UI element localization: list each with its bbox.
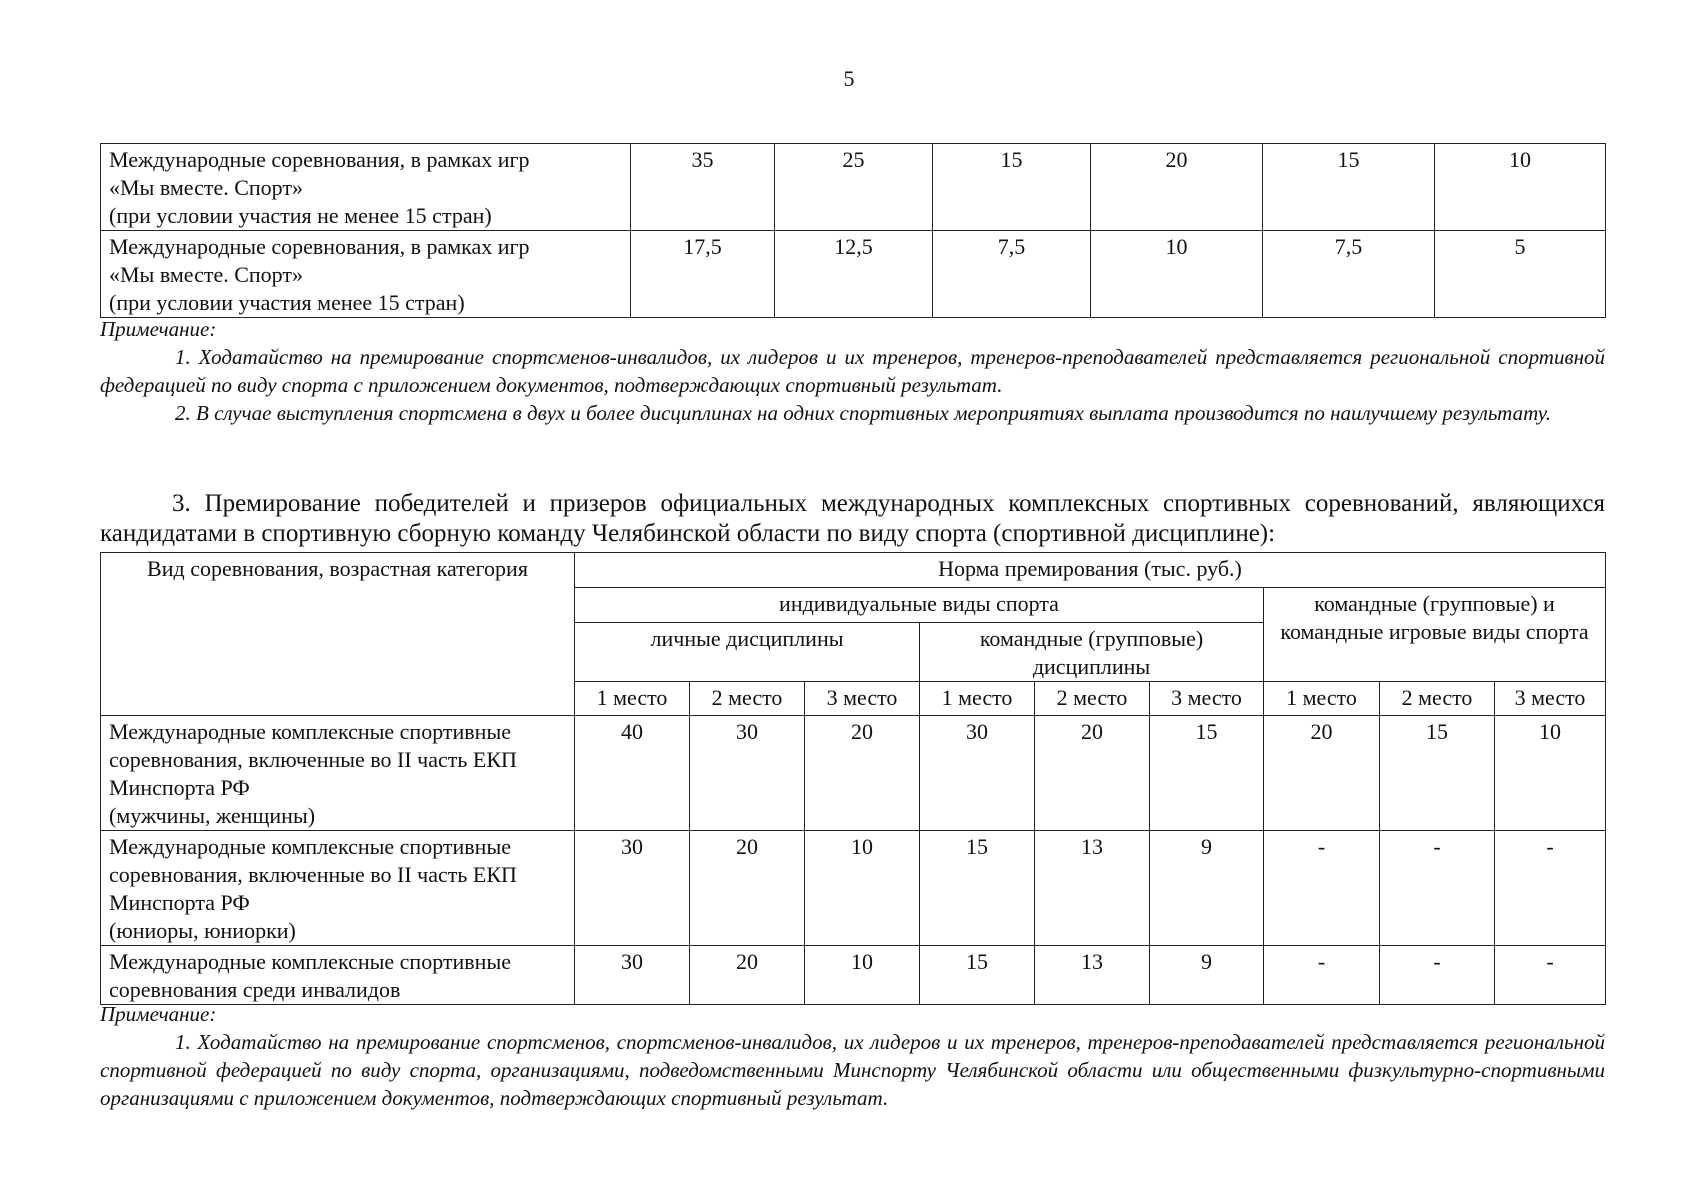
award-value: 30 bbox=[920, 716, 1035, 831]
award-value: 10 bbox=[1495, 716, 1606, 831]
competition-label bbox=[101, 144, 631, 231]
award-value: 12,5 bbox=[775, 231, 933, 318]
award-value: 15 bbox=[920, 946, 1035, 1005]
table-row bbox=[101, 831, 1606, 946]
award-value: 7,5 bbox=[933, 231, 1091, 318]
award-table-complex bbox=[100, 552, 1606, 1005]
award-value: - bbox=[1495, 831, 1606, 946]
award-value: 10 bbox=[805, 946, 920, 1005]
individual-sports-header: индивидуальные виды спорта bbox=[575, 588, 1264, 623]
place-header: 2 место bbox=[1035, 682, 1150, 716]
award-value: 9 bbox=[1150, 946, 1264, 1005]
award-value: 10 bbox=[1091, 231, 1263, 318]
label-line: Международные комплексные спортивные bbox=[109, 834, 512, 859]
award-value: 20 bbox=[1035, 716, 1150, 831]
award-value: - bbox=[1264, 946, 1380, 1005]
competition-label bbox=[101, 831, 575, 946]
award-value: 15 bbox=[1263, 144, 1435, 231]
award-value: 20 bbox=[1264, 716, 1380, 831]
note-title: Примечание: bbox=[100, 317, 217, 341]
table-row bbox=[101, 144, 1606, 231]
award-value: - bbox=[1380, 831, 1495, 946]
label-line: (юниоры, юниорки) bbox=[109, 918, 296, 943]
label-line: (мужчины, женщины) bbox=[109, 803, 316, 828]
award-value: 20 bbox=[1091, 144, 1263, 231]
place-header: 1 место bbox=[920, 682, 1035, 716]
table-row bbox=[101, 716, 1606, 831]
page-number: 5 bbox=[843, 66, 855, 91]
award-value: 40 bbox=[575, 716, 690, 831]
award-value: 17,5 bbox=[631, 231, 775, 318]
award-value: 13 bbox=[1035, 831, 1150, 946]
award-value: - bbox=[1380, 946, 1495, 1005]
award-value: 30 bbox=[690, 716, 805, 831]
label-line: соревнования, включенные во II часть ЕКП bbox=[109, 747, 517, 772]
section-heading: 3. Премирование победителей и призеров официальных международных комплексных спортивных соревнований, являющихся кандидатами в спортивную сборную команду Челябинской области по виду спорта (спортивной дисциплине): bbox=[100, 490, 1605, 547]
table-row bbox=[101, 946, 1606, 1005]
label-line: Международные комплексные спортивные bbox=[109, 949, 512, 974]
label-line: Международные соревнования, в рамках игр bbox=[109, 234, 530, 259]
norm-header: Норма премирования (тыс. руб.) bbox=[575, 553, 1606, 588]
column-header-competition: Вид соревнования, возрастная категория bbox=[101, 553, 575, 716]
table-row bbox=[101, 231, 1606, 318]
award-value: 20 bbox=[690, 831, 805, 946]
team-disciplines-header: командные (групповые) дисциплины bbox=[920, 623, 1264, 682]
label-line: соревнования среди инвалидов bbox=[109, 977, 401, 1002]
place-header: 3 место bbox=[805, 682, 920, 716]
place-header: 1 место bbox=[575, 682, 690, 716]
competition-label bbox=[101, 231, 631, 318]
label-line: Минспорта РФ bbox=[109, 890, 250, 915]
header-row bbox=[101, 553, 1606, 588]
award-value: 13 bbox=[1035, 946, 1150, 1005]
award-value: 15 bbox=[920, 831, 1035, 946]
label-line: соревнования, включенные во II часть ЕКП bbox=[109, 862, 517, 887]
award-table-continued bbox=[100, 143, 1606, 318]
note-block bbox=[100, 315, 1605, 427]
award-value: 10 bbox=[805, 831, 920, 946]
award-value: 30 bbox=[575, 831, 690, 946]
competition-label bbox=[101, 716, 575, 831]
label-line: Международные соревнования, в рамках игр bbox=[109, 147, 530, 172]
award-value: 35 bbox=[631, 144, 775, 231]
place-header: 2 место bbox=[690, 682, 805, 716]
note-item: 1. Ходатайство на премирование спортсменов-инвалидов, их лидеров и их тренеров, тренеров-преподавателей представляется региональной спортивной федерацией по виду спорта с приложением документов, подтверждающих спортивный результат. bbox=[100, 345, 1605, 397]
award-value: 5 bbox=[1435, 231, 1606, 318]
award-value: 30 bbox=[575, 946, 690, 1005]
award-value: 25 bbox=[775, 144, 933, 231]
award-value: - bbox=[1495, 946, 1606, 1005]
label-line: Международные комплексные спортивные bbox=[109, 719, 512, 744]
label-line: (при условии участия не менее 15 стран) bbox=[109, 203, 492, 228]
award-value: 20 bbox=[805, 716, 920, 831]
award-value: - bbox=[1264, 831, 1380, 946]
award-value: 10 bbox=[1435, 144, 1606, 231]
award-value: 7,5 bbox=[1263, 231, 1435, 318]
note-block bbox=[100, 1000, 1605, 1112]
award-value: 15 bbox=[1380, 716, 1495, 831]
competition-label bbox=[101, 946, 575, 1005]
place-header: 1 место bbox=[1264, 682, 1380, 716]
label-line: «Мы вместе. Спорт» bbox=[109, 175, 304, 200]
personal-disciplines-header: личные дисциплины bbox=[575, 623, 920, 682]
label-line: Минспорта РФ bbox=[109, 775, 250, 800]
note-item: 2. В случае выступления спортсмена в двух и более дисциплинах на одних спортивных мероприятиях выплата производится по наилучшему результату. bbox=[175, 401, 1551, 425]
label-line: (при условии участия менее 15 стран) bbox=[109, 290, 465, 315]
team-sports-header: командные (групповые) и командные игровые виды спорта bbox=[1264, 588, 1606, 682]
label-line: «Мы вместе. Спорт» bbox=[109, 262, 304, 287]
place-header: 3 место bbox=[1495, 682, 1606, 716]
award-value: 20 bbox=[690, 946, 805, 1005]
award-value: 15 bbox=[1150, 716, 1264, 831]
award-value: 15 bbox=[933, 144, 1091, 231]
place-header: 2 место bbox=[1380, 682, 1495, 716]
award-value: 9 bbox=[1150, 831, 1264, 946]
note-title: Примечание: bbox=[100, 1002, 217, 1026]
note-item: 1. Ходатайство на премирование спортсменов, спортсменов-инвалидов, их лидеров и их тренеров, тренеров-преподавателей представляется региональной спортивной федерацией по виду спорта, организациями, подведомственными Минспорту Челябинской области или общественными физкультурно-спортивными организациями с приложением документов, подтверждающих спортивный результат. bbox=[100, 1030, 1605, 1110]
place-header: 3 место bbox=[1150, 682, 1264, 716]
